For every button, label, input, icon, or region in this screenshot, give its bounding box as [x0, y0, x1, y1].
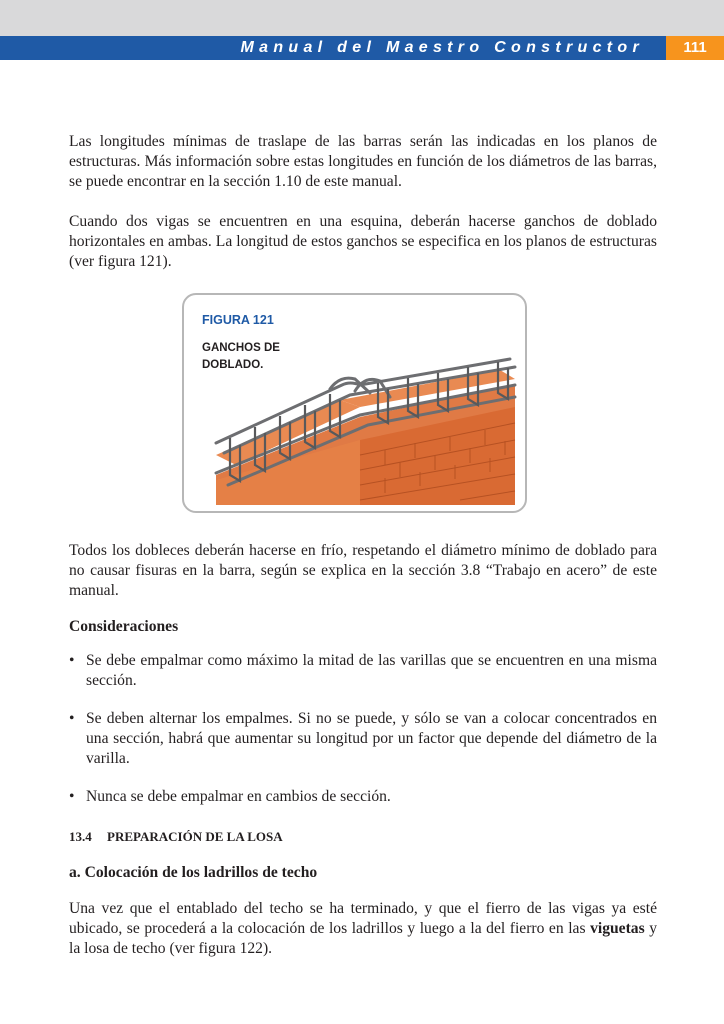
list-item [69, 709, 657, 769]
list-item-text: Se deben alternar los empalmes. Si no se puede, y sólo se van a colocar concentrados en una sección, habrá que aumentar su longitud por un factor que depende del diámetro de la varilla. [86, 710, 657, 767]
considerations-list [69, 651, 657, 807]
paragraph-ladrillos-bold: viguetas [590, 920, 645, 937]
section-title: PREPARACIÓN DE LA LOSA [107, 829, 283, 844]
figure-caption-line1: GANCHOS DE [202, 342, 280, 354]
considerations-heading: Consideraciones [69, 618, 179, 635]
list-item [69, 651, 657, 691]
list-item-text: Nunca se debe empalmar en cambios de sección. [86, 788, 391, 805]
bullet-glyph: • [69, 788, 75, 805]
paragraph-esquina: Cuando dos vigas se encuentren en una esquina, deberán hacerse ganchos de doblado horizontales en ambas. La longitud de estos ganchos se especifica en los planos de estructuras (ver figura 121). [69, 213, 657, 270]
paragraph-ladrillos-part1: Una vez que el entablado del techo se ha terminado, y que el fierro de las vigas ya esté ubicado, se procederá a la colocación de los ladrillos y luego a la del fierro en las [69, 900, 657, 937]
subsection-heading: a. Colocación de los ladrillos de techo [69, 864, 318, 881]
paragraph-ladrillos-part2: y la losa de techo (ver figura 122). [69, 920, 657, 957]
running-header-title: Manual del Maestro Constructor [240, 39, 644, 56]
paragraph-ladrillos [69, 899, 657, 959]
top-gray-band [0, 0, 724, 36]
paragraph-traslape: Las longitudes mínimas de traslape de las barras serán las indicadas en los planos de estructuras. Más información sobre estas longitudes en función de los diámetros de las barras, se puede encontrar en la sección 1.10 de este manual. [69, 133, 657, 190]
section-number: 13.4 [69, 829, 92, 844]
bullet-glyph: • [69, 652, 75, 669]
figure-label: FIGURA 121 [202, 313, 274, 327]
list-item [69, 787, 657, 807]
page-number: 111 [666, 36, 724, 60]
figure-caption [202, 340, 280, 374]
figure-121 [182, 293, 527, 513]
section-heading [69, 827, 657, 847]
page-content [69, 132, 657, 959]
list-item-text: Se debe empalmar como máximo la mitad de las varillas que se encuentren en una misma sección. [86, 652, 657, 689]
paragraph-dobleces: Todos los dobleces deberán hacerse en frío, respetando el diámetro mínimo de doblado para no causar fisuras en la barra, según se explica en la sección 3.8 “Trabajo en acero” de este manual. [69, 542, 657, 599]
bullet-glyph: • [69, 710, 75, 727]
figure-caption-line2: DOBLADO. [202, 359, 264, 371]
